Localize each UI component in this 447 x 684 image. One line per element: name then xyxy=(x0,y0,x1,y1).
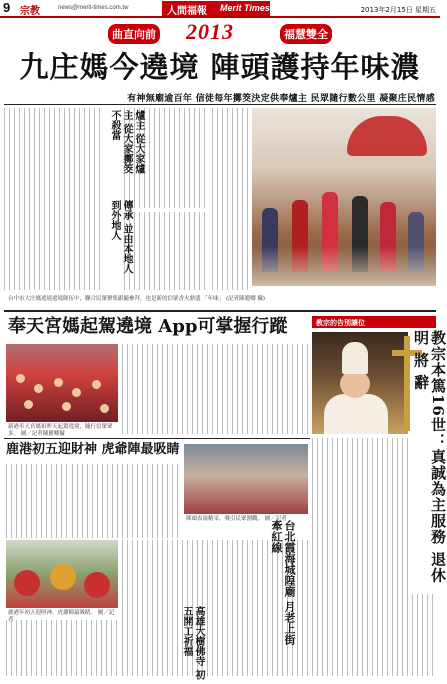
lead-body-col-3 xyxy=(124,212,208,290)
crowd-face xyxy=(16,374,25,383)
lead-body-col-1 xyxy=(4,108,104,290)
brand-chinese: 人間福報 xyxy=(167,6,207,17)
lead-side-head-1: 爐主 從大家爐主 從大家擲筊不殺當 xyxy=(109,110,144,174)
story2-body xyxy=(122,344,308,434)
newspaper-logo xyxy=(162,1,270,16)
banner-right-tag: 福慧雙全 xyxy=(280,24,332,44)
lead-body-col-4 xyxy=(212,108,250,290)
lion-head xyxy=(14,570,40,596)
story6-headline: 高雄大樹佛寺 初五開工祈福 xyxy=(181,606,204,680)
masthead-url[interactable]: news@merit-times.com.tw xyxy=(58,5,129,11)
lion-head xyxy=(50,564,76,590)
lead-subhead: 有神無廟逾百年 信徒每年擲筊決定供奉爐主 民眾隨行數公里 凝聚庄民情感 xyxy=(127,94,435,104)
masthead xyxy=(0,0,440,18)
lead-photo-procession xyxy=(252,108,436,286)
lead-headline: 九庄媽今遶境 陣頭護持年味濃 xyxy=(19,50,421,84)
story3-body-1 xyxy=(6,464,70,538)
lead-side-head-2: 傳承 並由本地人到外地人 xyxy=(109,200,132,274)
pope-face xyxy=(340,370,370,398)
story4-photo-pope xyxy=(312,332,408,434)
story4-headline: 教宗本篤16世：真誠為主服務 退休 明 將 辭 xyxy=(412,330,447,584)
page-number: 9 xyxy=(3,0,11,15)
section-label: 宗教 xyxy=(20,6,40,17)
crowd-face xyxy=(62,402,71,411)
divider xyxy=(4,438,310,439)
banner-left-tag: 曲直向前 xyxy=(108,24,160,44)
story3-photo-caption-2: 陣頭表演精采，吸引民眾圍觀。 圖／記者 xyxy=(186,516,287,522)
story2-photo-caption: 新港奉天宮媽祖昨天起駕遶境，隨行信眾眾多。 圖／記者陳麗卿攝 xyxy=(8,424,113,437)
lead-body-col-2 xyxy=(124,108,208,208)
divider xyxy=(4,310,436,312)
crowd-face xyxy=(24,400,33,409)
story4-body-2 xyxy=(412,594,436,676)
story4-body xyxy=(312,438,408,676)
banner-year: 2013 xyxy=(186,19,234,44)
story3-body-2 xyxy=(72,464,180,538)
pope-mitre xyxy=(342,342,368,374)
brand-english: Merit Times xyxy=(220,3,270,13)
story5-headline: 台北霞海城隍廟 月老上街牽紅線 xyxy=(270,520,296,645)
crowd-face xyxy=(54,378,63,387)
story3-photo-performers xyxy=(184,444,308,514)
sedan-canopy xyxy=(347,116,427,156)
crowd-face xyxy=(100,404,109,413)
story3-photo-tiger-troupe xyxy=(6,540,118,608)
crowd-face xyxy=(72,388,81,397)
crowd-face xyxy=(34,384,43,393)
story3-body-4 xyxy=(6,620,118,676)
lead-photo-caption: 台中市大庄媽遶境遶境隊伍中，聯合民眾聚集跟隨參拜，也是新的信眾香火鼎盛 「年味」 (記者陳麗卿 攝) xyxy=(8,296,266,302)
new-year-banner xyxy=(108,21,332,45)
story2-photo-crowd xyxy=(6,344,118,422)
issue-date: 2013年2月15日 星期五 xyxy=(360,6,436,14)
story3-photo-caption-1: 鹿港年初五迎財神，虎爺陣最吸睛。 圖／記者 xyxy=(8,610,115,623)
story3-headline: 鹿港初五迎財神 虎爺陣最吸睛 xyxy=(6,442,180,457)
crowd-face xyxy=(92,380,101,389)
lion-head xyxy=(84,572,110,598)
story2-headline: 奉天宮媽起駕遶境 App可掌握行蹤 xyxy=(8,316,288,337)
divider xyxy=(4,104,436,105)
pope-robe xyxy=(324,394,388,434)
firecracker-smoke xyxy=(252,246,436,286)
story4-section-label: 教宗的告別讓位 xyxy=(312,316,436,328)
